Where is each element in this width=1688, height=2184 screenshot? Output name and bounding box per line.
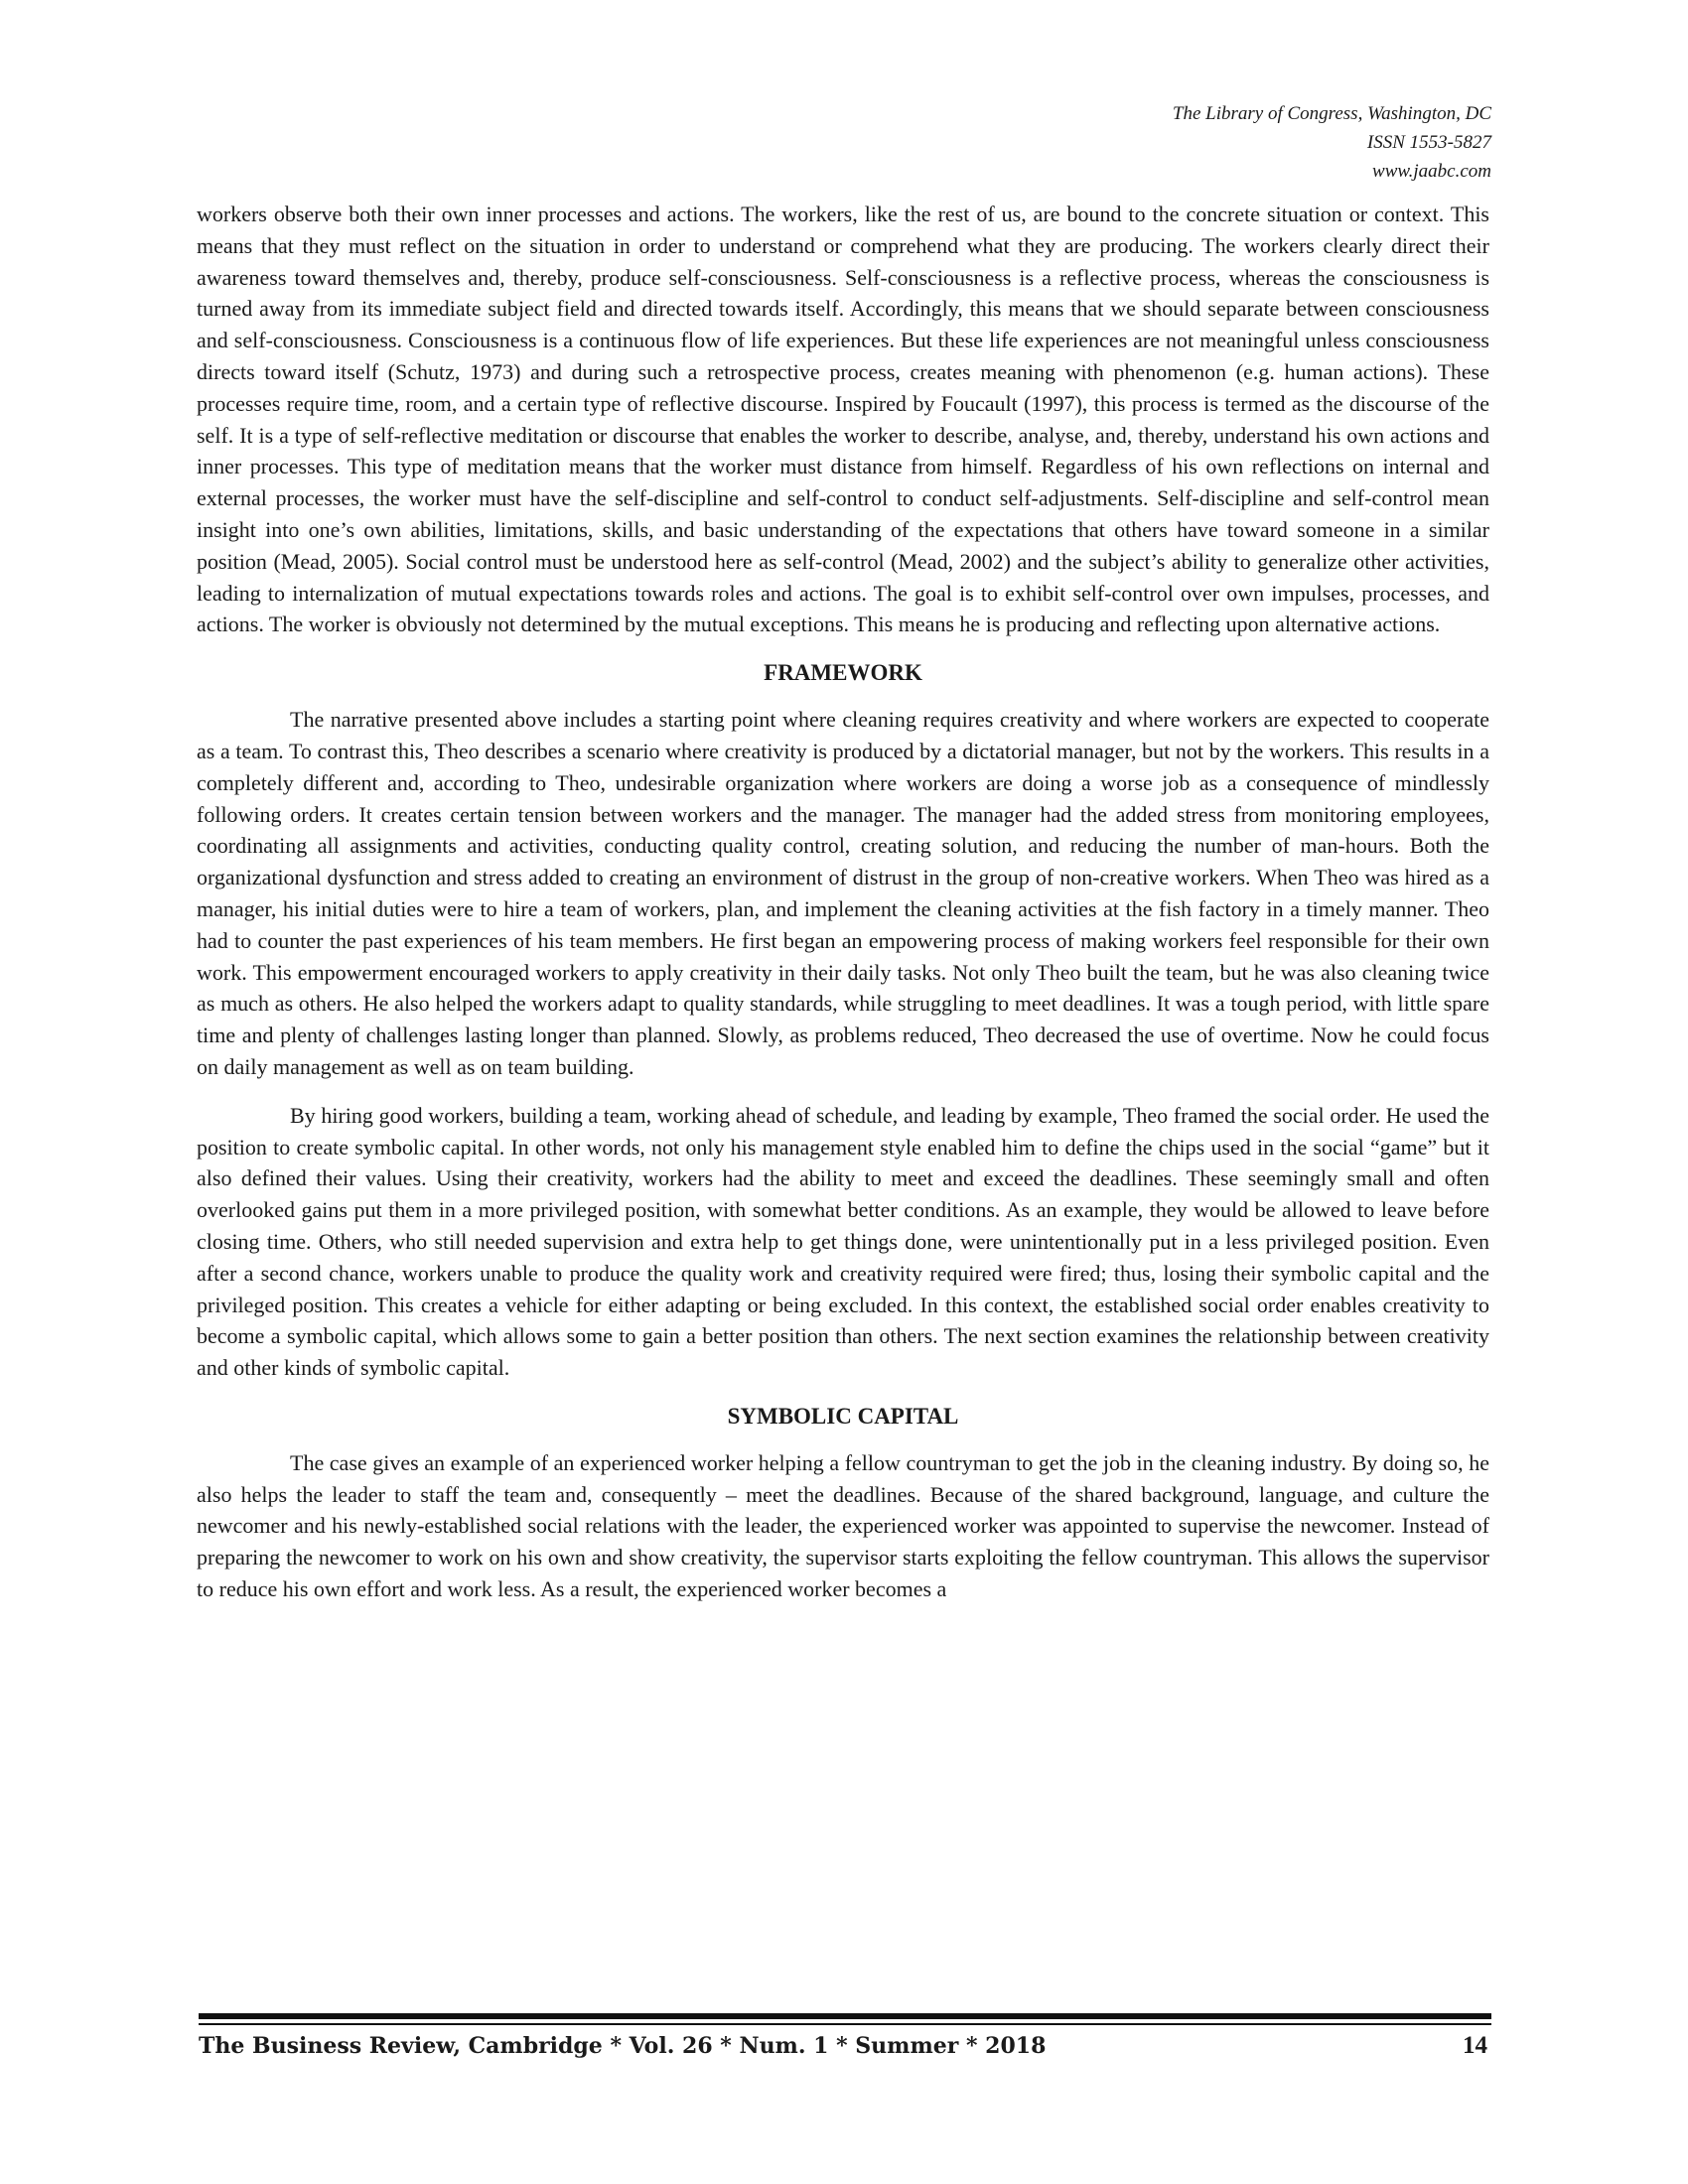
footer-divider-thick [199,2013,1491,2019]
running-header [1173,99,1491,186]
paragraph-symbolic-capital-1: The case gives an example of an experienced worker helping a fellow countryman to get the job in the cleaning industry. By doing so, he also helps the leader to staff the team and, consequently – meet the deadlines. Because of the shared background, language, and culture the newcomer and his newly-established social relations with the leader, the experienced worker was appointed to supervise the newcomer. Instead of preparing the newcomer to work on his own and show creativity, the supervisor starts exploiting the fellow countryman. This allows the supervisor to reduce his own effort and work less. As a result, the experienced worker becomes a [197,1449,1489,1602]
article-body [197,199,1489,1622]
header-library: The Library of Congress, Washington, DC [1172,103,1491,124]
header-website: www.jaabc.com [1372,161,1491,182]
paragraph-continued: workers observe both their own inner processes and actions. The workers, like the rest of us, are bound to the concrete situation or context. This means that they must reflect on the situation in order to understand or comprehend what they are producing. The workers clearly direct their awareness toward themselves and, thereby, produce self-consciousness. Self-consciousness is a reflective process, whereas the consciousness is turned away from its immediate subject field and directed towards itself. Accordingly, this means that we should separate between consciousness and self-consciousness. Consciousness is a continuous flow of life experiences. But these life experiences are not meaningful unless consciousness directs toward itself (Schutz, 1973) and during such a retrospective process, creates meaning with phenomenon (e.g. human actions). These processes require time, room, and a certain type of reflective discourse. Inspired by Foucault (1997), this process is termed as the discourse of the self. It is a type of self-reflective meditation or discourse that enables the worker to describe, analyse, and, thereby, understand his own actions and inner processes. This type of meditation means that the worker must distance from himself. Regardless of his own reflections on internal and external processes, the worker must have the self-discipline and self-control to conduct self-adjustments. Self-discipline and self-control mean insight into one’s own abilities, limitations, skills, and basic understanding of the expectations that others have toward someone in a similar position (Mead, 2005). Social control must be understood here as self-control (Mead, 2002) and the subject’s ability to generalize other activities, leading to internalization of mutual expectations towards roles and actions. The goal is to exhibit self-control over own impulses, processes, and actions. The worker is obviously not determined by the mutual exceptions. This means he is producing and reflecting upon alternative actions. [197,202,1489,637]
footer-divider-thin [199,2023,1491,2025]
section-heading-framework: FRAMEWORK [764,660,922,686]
header-issn: ISSN 1553-5827 [1366,132,1491,153]
footer-journal-citation: The Business Review, Cambridge * Vol. 26 * Num. 1 * Summer * 2018 [199,2033,1047,2059]
paragraph-framework-1: The narrative presented above includes a starting point where cleaning requires creativity and where workers are expected to cooperate as a team. To contrast this, Theo describes a scenario where creativity is produced by a dictatorial manager, but not by the workers. This results in a completely different and, according to Theo, undesirable organization where workers are doing a worse job as a consequence of mindlessly following orders. It creates certain tension between workers and the manager. The manager had the added stress from monitoring employees, coordinating all assignments and activities, conducting quality control, creating solution, and reducing the number of man-hours. Both the organizational dysfunction and stress added to creating an environment of distrust in the group of non-creative workers. When Theo was hired as a manager, his initial duties were to hire a team of workers, plan, and implement the cleaning activities at the fish factory in a timely manner. Theo had to counter the past experiences of his team members. He first began an empowering process of making workers feel responsible for their own work. This empowerment encouraged workers to apply creativity in their daily tasks. Not only Theo built the team, but he was also cleaning twice as much as others. He also helped the workers adapt to quality standards, while struggling to meet deadlines. It was a tough period, with little spare time and plenty of challenges lasting longer than planned. Slowly, as problems reduced, Theo decreased the use of overtime. Now he could focus on daily management as well as on team building. [197,707,1489,1079]
page-number: 14 [1463,2032,1487,2059]
paragraph-framework-2: By hiring good workers, building a team, working ahead of schedule, and leading by example, Theo framed the social order. He used the position to create symbolic capital. In other words, not only his management style enabled him to define the chips used in the social “game” but it also defined their values. Using their creativity, workers had the ability to meet and exceed the deadlines. These seemingly small and often overlooked gains put them in a more privileged position, with somewhat better conditions. As an example, they would be allowed to leave before closing time. Others, who still needed supervision and extra help to get things done, were unintentionally put in a less privileged position. Even after a second chance, workers unable to produce the quality work and creativity required were fired; thus, losing their symbolic capital and the privileged position. This creates a vehicle for either adapting or being excluded. In this context, the established social order enables creativity to become a symbolic capital, which allows some to gain a better position than others. The next section examines the relationship between creativity and other kinds of symbolic capital. [197,1102,1489,1381]
running-footer [199,2031,1491,2061]
section-heading-symbolic-capital: SYMBOLIC CAPITAL [727,1403,959,1429]
